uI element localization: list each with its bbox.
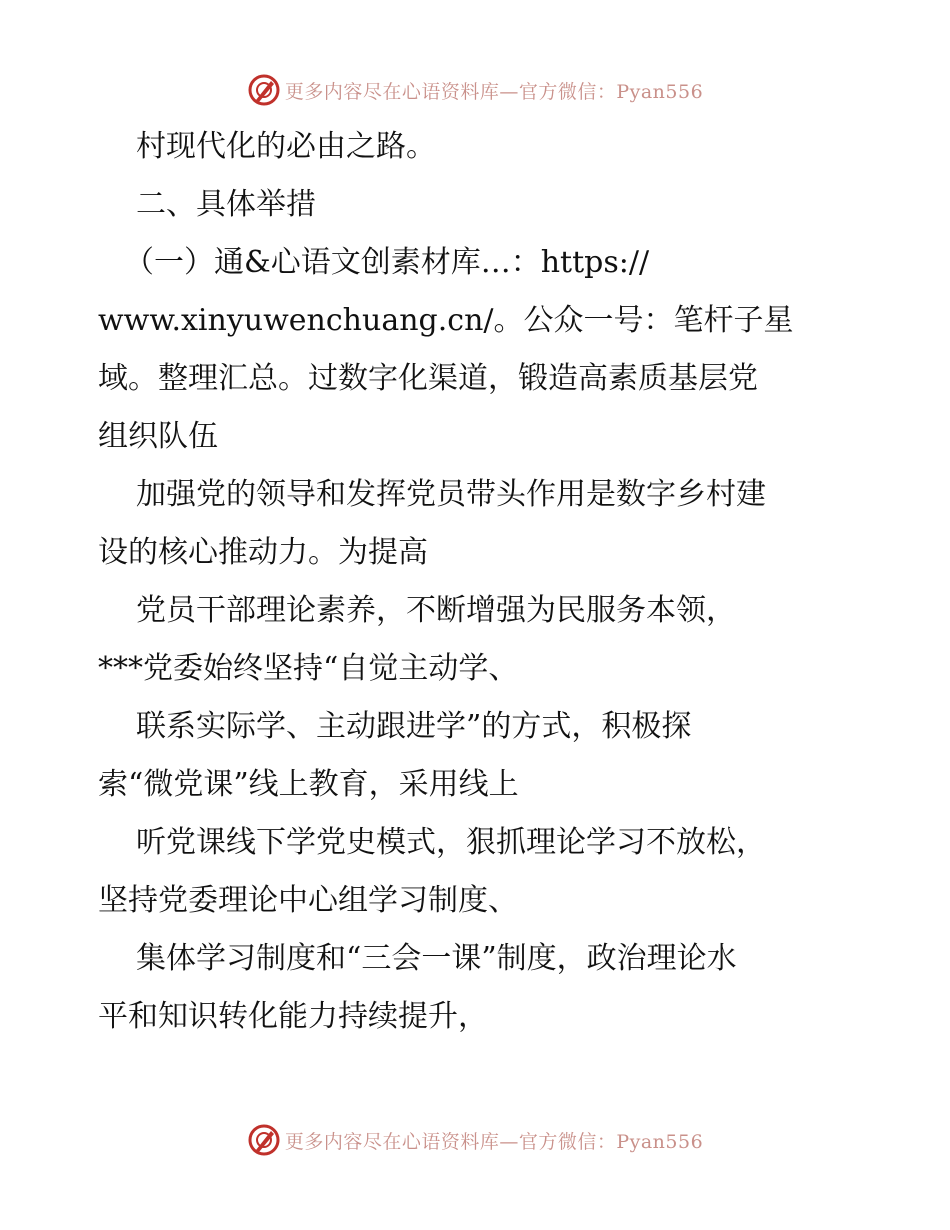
header-banner <box>0 70 950 110</box>
text-line: 加强党的领导和发挥党员带头作用是数字乡村建 <box>136 477 766 512</box>
banner-text: 更多内容尽在心语资料库—官方微信：Pyan556 <box>284 1130 704 1153</box>
pen-circle-logo-icon <box>247 73 281 107</box>
text-line: www.xinyuwenchuang.cn/。公众一号：笔杆子星 <box>98 303 794 338</box>
text-line: （一）通&心语文创素材库…：https:// <box>124 245 650 280</box>
text-line: 坚持党委理论中心组学习制度、 <box>98 883 518 918</box>
text-line: 设的核心推动力。为提高 <box>98 535 428 570</box>
text-line: 村现代化的必由之路。 <box>136 129 436 164</box>
text-line: 集体学习制度和“三会一课”制度，政治理论水 <box>136 941 737 976</box>
text-line: 域。整理汇总。过数字化渠道，锻造高素质基层党 <box>98 361 758 396</box>
footer-banner <box>0 1120 950 1160</box>
body-text <box>98 118 858 1046</box>
text-line: 索“微党课”线上教育，采用线上 <box>98 767 519 802</box>
banner-text: 更多内容尽在心语资料库—官方微信：Pyan556 <box>284 80 704 103</box>
text-line: 听党课线下学党史模式，狠抓理论学习不放松， <box>136 825 766 860</box>
text-line: 组织队伍 <box>98 419 218 454</box>
pen-circle-logo-icon <box>247 1123 281 1157</box>
text-line: 党员干部理论素养，不断增强为民服务本领， <box>136 593 736 628</box>
text-line: 联系实际学、主动跟进学”的方式，积极探 <box>136 709 692 744</box>
text-line: ***党委始终坚持“自觉主动学、 <box>98 651 519 686</box>
section-heading: 二、具体举措 <box>136 187 316 222</box>
text-line: 平和知识转化能力持续提升， <box>98 999 488 1034</box>
